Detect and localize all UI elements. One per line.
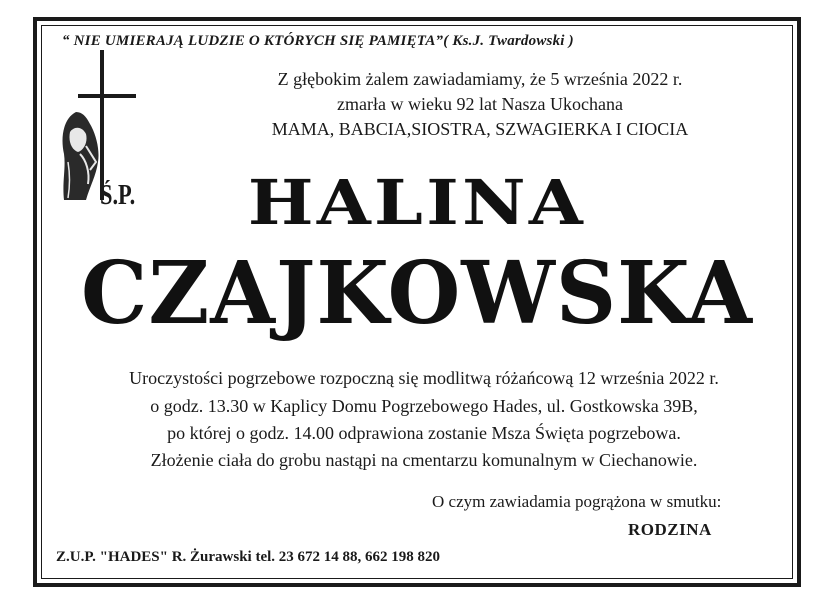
funeral-line-1: Uroczystości pogrzebowe rozpoczną się modlitwą różańcową 12 września 2022 r. [129, 368, 719, 388]
intro-line-1: Z głębokim żalem zawiadamiamy, że 5 września 2022 r. [277, 69, 683, 89]
intro-line-2: zmarła w wieku 92 lat Nasza Ukochana [337, 94, 623, 114]
deceased-first-name: HALINA [247, 166, 587, 239]
deceased-last-name: CZAJKOWSKA [81, 243, 753, 344]
quote: “ NIE UMIERAJĄ LUDZIE O KTÓRYCH SIĘ PAMIĘTA”( Ks.J. Twardowski ) [62, 33, 574, 49]
signature-line: O czym zawiadamia pogrążona w smutku: [432, 492, 722, 511]
funeral-line-2: o godz. 13.30 w Kaplicy Domu Pogrzebowego Hades, ul. Gostkowska 39B, [150, 396, 698, 416]
family-signature: RODZINA [628, 520, 712, 539]
intro-line-3: MAMA, BABCIA,SIOSTRA, SZWAGIERKA I CIOCIA [271, 119, 689, 139]
funeral-home-footer: Z.U.P. "HADES" R. Żurawski tel. 23 672 14 88, 662 198 820 [56, 549, 441, 565]
funeral-line-3: po której o godz. 14.00 odprawiona zostanie Msza Święta pogrzebowa. [167, 423, 681, 443]
funeral-line-4: Złożenie ciała do grobu nastąpi na cmentarzu komunalnym w Ciechanowie. [150, 450, 698, 470]
sp-label: Ś.P. [100, 180, 136, 211]
